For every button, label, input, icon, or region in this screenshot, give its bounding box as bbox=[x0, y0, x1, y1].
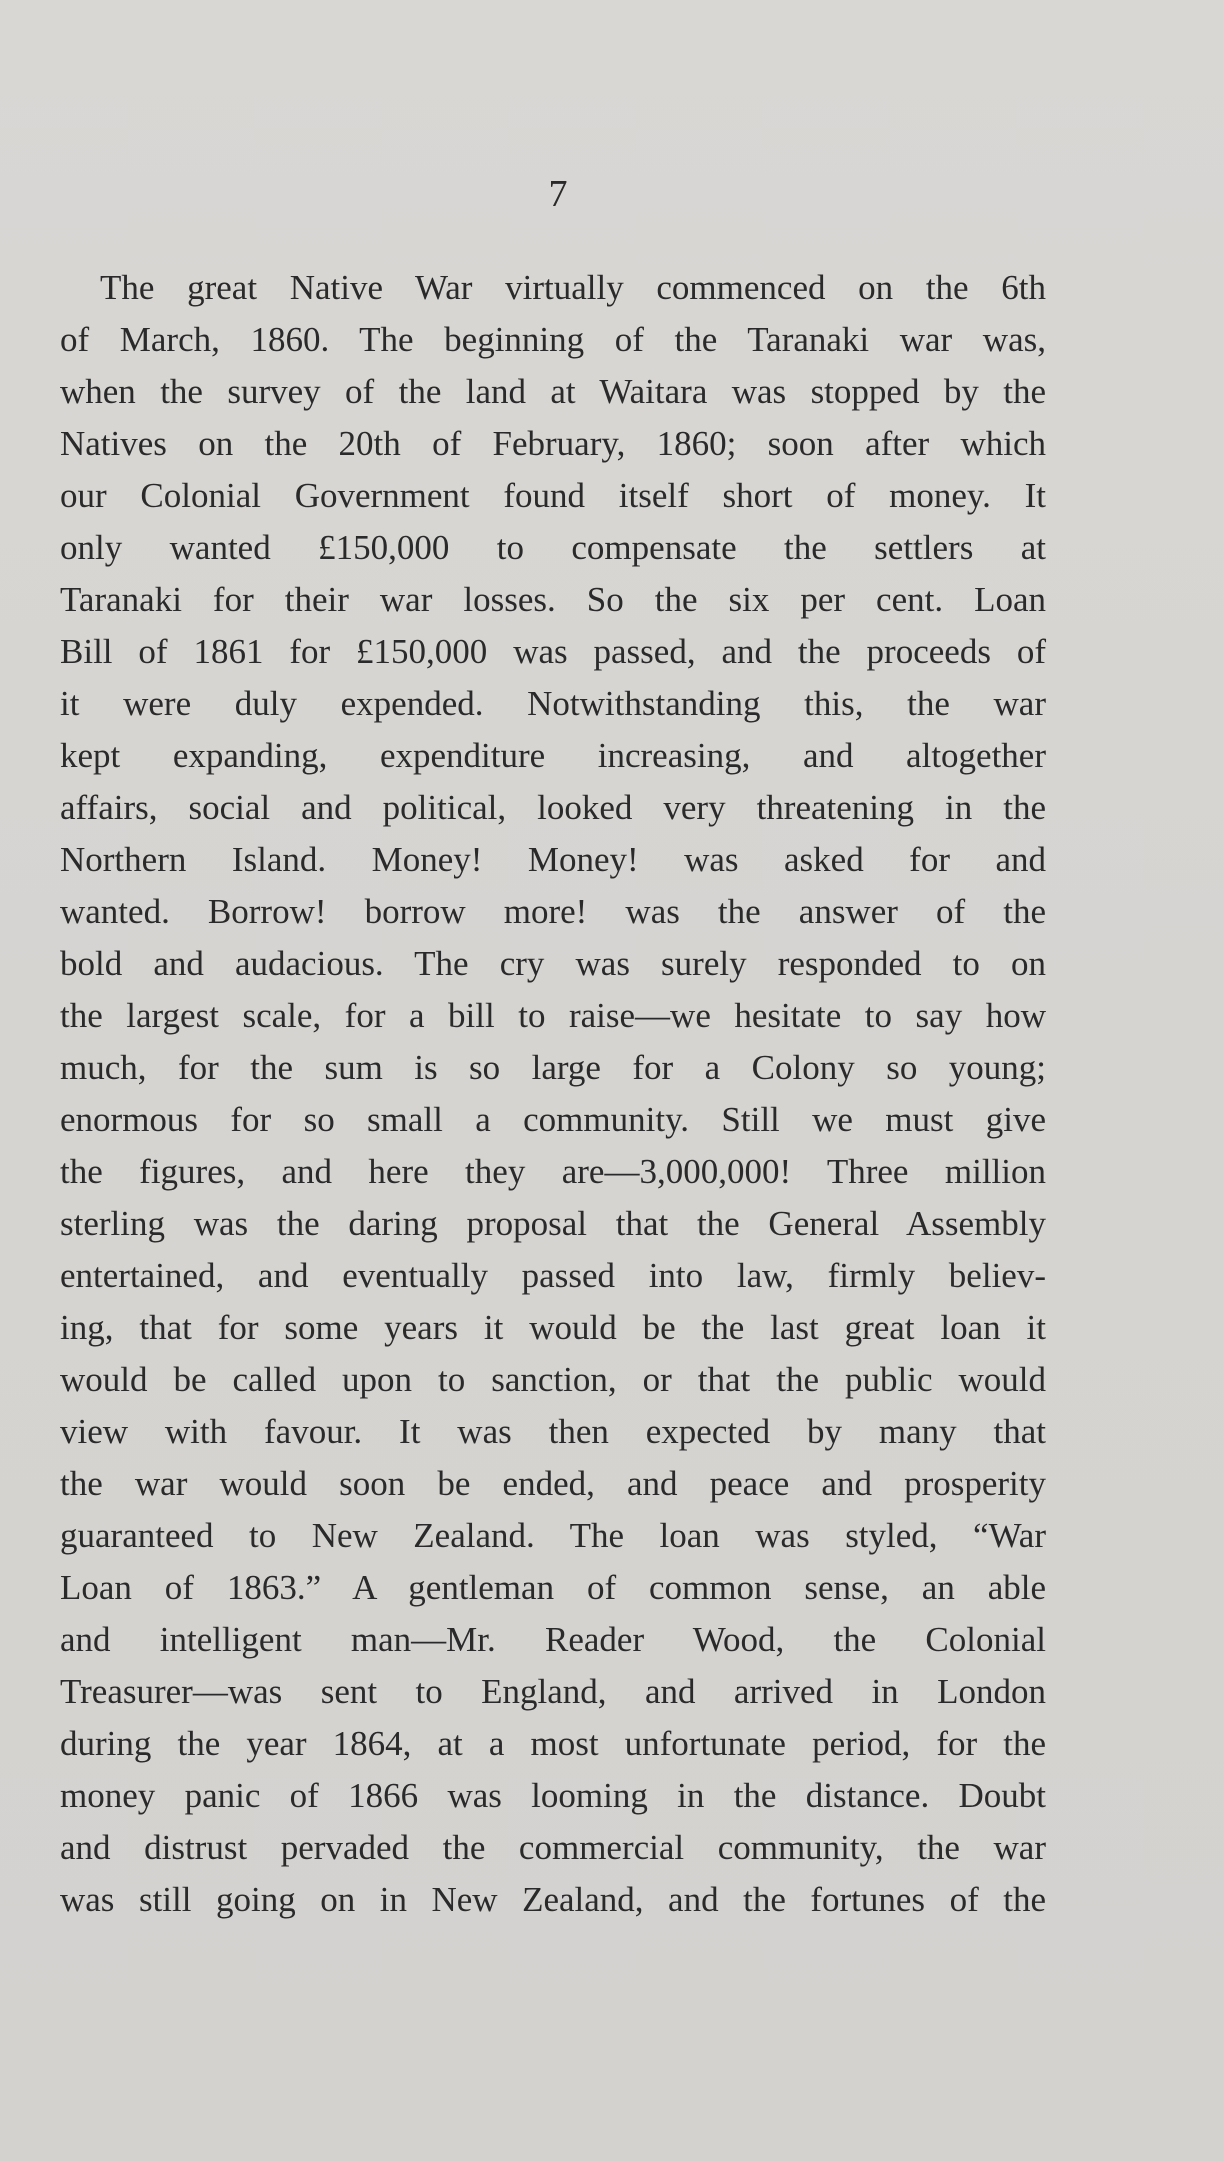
text-line: kept expanding, expenditure increasing, and altogether bbox=[60, 736, 1046, 775]
text-line: and distrust pervaded the commercial community, the war bbox=[60, 1828, 1046, 1867]
text-line: Treasurer—was sent to England, and arrived in London bbox=[60, 1672, 1046, 1711]
text-line: Loan of 1863.” A gentleman of common sense, an able bbox=[60, 1568, 1046, 1607]
text-line: wanted. Borrow! borrow more! was the answer of the bbox=[60, 892, 1046, 931]
text-line: Bill of 1861 for £150,000 was passed, and the proceeds of bbox=[60, 632, 1046, 671]
text-line: guaranteed to New Zealand. The loan was styled, “War bbox=[60, 1516, 1046, 1555]
text-line: entertained, and eventually passed into law, firmly believ- bbox=[60, 1256, 1046, 1295]
text-line: our Colonial Government found itself short of money. It bbox=[60, 476, 1046, 515]
text-line: affairs, social and political, looked very threatening in the bbox=[60, 788, 1046, 827]
text-line: during the year 1864, at a most unfortunate period, for the bbox=[60, 1724, 1046, 1763]
text-line: ing, that for some years it would be the last great loan it bbox=[60, 1308, 1046, 1347]
text-line: enormous for so small a community. Still we must give bbox=[60, 1100, 1046, 1139]
text-line: sterling was the daring proposal that the General Assembly bbox=[60, 1204, 1046, 1243]
text-line: Northern Island. Money! Money! was asked for and bbox=[60, 840, 1046, 879]
body-text bbox=[60, 262, 1046, 1926]
text-line: much, for the sum is so large for a Colony so young; bbox=[60, 1048, 1046, 1087]
text-line: would be called upon to sanction, or that the public would bbox=[60, 1360, 1046, 1399]
text-line: and intelligent man—Mr. Reader Wood, the Colonial bbox=[60, 1620, 1046, 1659]
text-line: The great Native War virtually commenced on the 6th bbox=[100, 268, 1046, 307]
text-line: was still going on in New Zealand, and the fortunes of the bbox=[60, 1880, 1046, 1919]
text-line: of March, 1860. The beginning of the Taranaki war was, bbox=[60, 320, 1046, 359]
text-line: only wanted £150,000 to compensate the settlers at bbox=[60, 528, 1046, 567]
text-line: view with favour. It was then expected by many that bbox=[60, 1412, 1046, 1451]
text-line: the war would soon be ended, and peace and prosperity bbox=[60, 1464, 1046, 1503]
text-line: Taranaki for their war losses. So the six per cent. Loan bbox=[60, 580, 1046, 619]
text-line: it were duly expended. Notwithstanding this, the war bbox=[60, 684, 1046, 723]
text-line: Natives on the 20th of February, 1860; soon after which bbox=[60, 424, 1046, 463]
text-line: money panic of 1866 was looming in the distance. Doubt bbox=[60, 1776, 1046, 1815]
page-number: 7 bbox=[548, 173, 568, 215]
text-line: bold and audacious. The cry was surely responded to on bbox=[60, 944, 1046, 983]
text-line: the figures, and here they are—3,000,000! Three million bbox=[60, 1152, 1046, 1191]
text-line: the largest scale, for a bill to raise—we hesitate to say how bbox=[60, 996, 1046, 1035]
text-line: when the survey of the land at Waitara was stopped by the bbox=[60, 372, 1046, 411]
